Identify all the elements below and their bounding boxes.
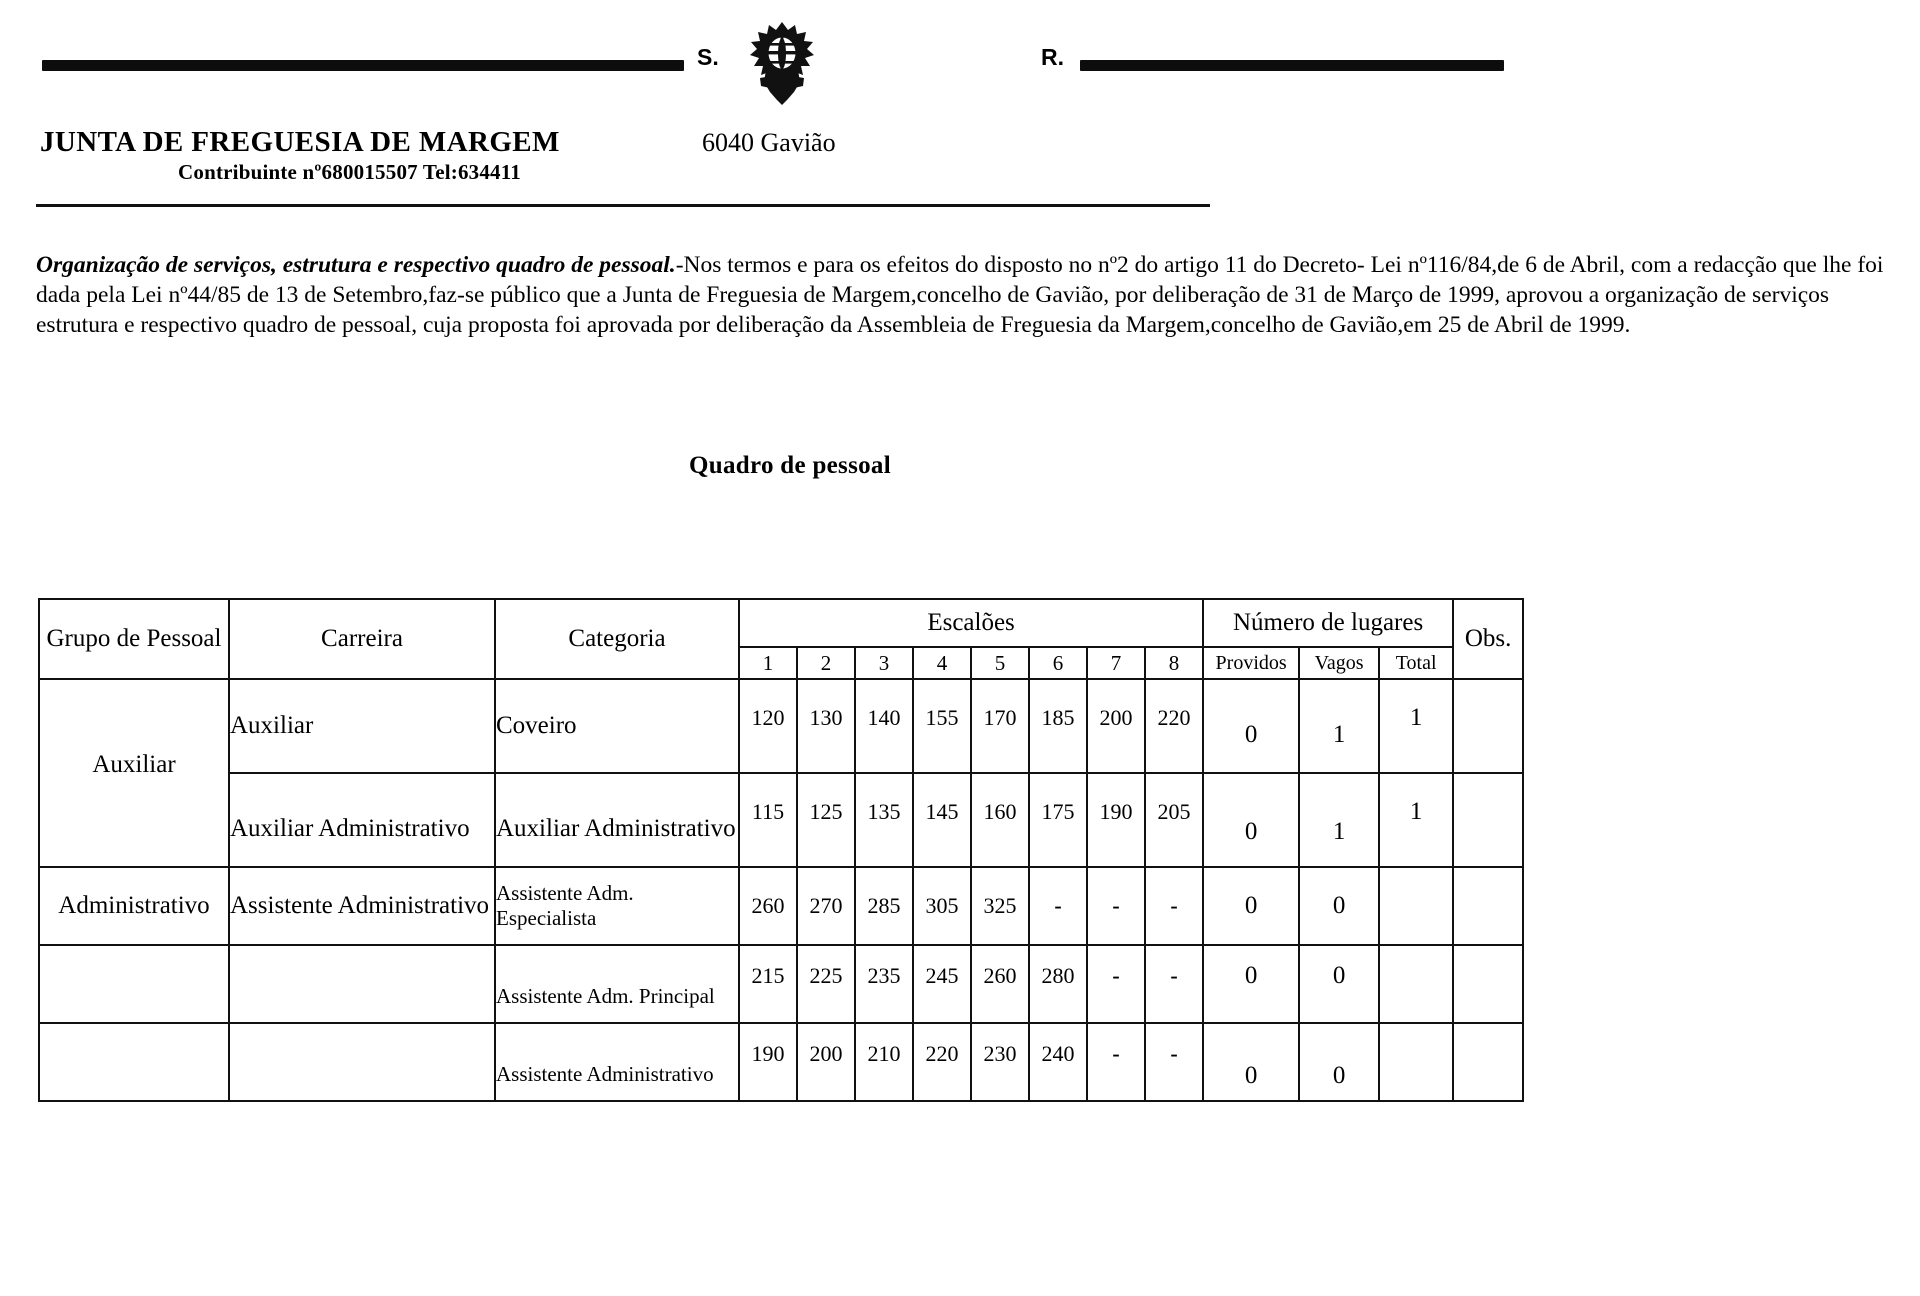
- cell-escalao-4: 145: [913, 773, 971, 867]
- col-header-grupo-de-pessoal: Grupo de Pessoal: [39, 599, 229, 679]
- postal-city: 6040 Gavião: [702, 128, 836, 157]
- cell-grupo: Administrativo: [39, 867, 229, 945]
- cell-escalao-7: -: [1087, 867, 1145, 945]
- masthead-r-mark: R.: [1041, 44, 1064, 70]
- col-header-escalao-5: 5: [971, 647, 1029, 679]
- cell-escalao-1: 215: [739, 945, 797, 1023]
- cell-vagos: 0: [1299, 1023, 1379, 1101]
- cell-grupo: [39, 945, 229, 1023]
- cell-escalao-5: 160: [971, 773, 1029, 867]
- col-header-escalao-3: 3: [855, 647, 913, 679]
- col-header-escaloes: Escalões: [739, 599, 1203, 647]
- cell-escalao-6: 185: [1029, 679, 1087, 773]
- cell-escalao-6: 175: [1029, 773, 1087, 867]
- cell-escalao-8: -: [1145, 867, 1203, 945]
- cell-obs: [1453, 679, 1523, 773]
- cell-escalao-8: -: [1145, 945, 1203, 1023]
- cell-carreira: Auxiliar Administrativo: [229, 773, 495, 867]
- cell-vagos: 1: [1299, 679, 1379, 773]
- table-body: [39, 679, 1523, 1101]
- cell-escalao-4: 155: [913, 679, 971, 773]
- notice-body-text: -Nos termos e para os efeitos do disposto no nº2 do artigo 11 do Decreto- Lei nº116/84,de 6 de Abril, com a redacção que lhe foi dada pela Lei nº44/85 de 13 de Setembro,faz-se público que a Junta de Freguesia de Margem,concelho de Gavião, por deliberação de 31 de Março de 1999, aprovou a organização de serviços estrutura e respectivo quadro de pessoal, cuja proposta foi aprovada por deliberação da Assembleia de Freguesia da Margem,concelho de Gavião,em 25 de Abril de 1999.: [36, 252, 1884, 338]
- table-row: [39, 679, 1523, 773]
- notice-lead-in: Organização de serviços, estrutura e respectivo quadro de pessoal.: [36, 252, 676, 278]
- cell-escalao-6: 280: [1029, 945, 1087, 1023]
- cell-escalao-2: 200: [797, 1023, 855, 1101]
- col-header-escalao-6: 6: [1029, 647, 1087, 679]
- cell-categoria: Auxiliar Administrativo: [495, 773, 739, 867]
- cell-escalao-3: 235: [855, 945, 913, 1023]
- cell-obs: [1453, 945, 1523, 1023]
- cell-escalao-1: 120: [739, 679, 797, 773]
- cell-vagos: 0: [1299, 867, 1379, 945]
- cell-escalao-4: 305: [913, 867, 971, 945]
- cell-escalao-5: 325: [971, 867, 1029, 945]
- cell-escalao-2: 270: [797, 867, 855, 945]
- cell-grupo: [39, 1023, 229, 1101]
- quadro-de-pessoal-table-wrapper: [38, 598, 1522, 1102]
- cell-categoria: Assistente Administrativo: [495, 1023, 739, 1101]
- cell-categoria: Assistente Adm. Principal: [495, 945, 739, 1023]
- cell-escalao-6: 240: [1029, 1023, 1087, 1101]
- cell-escalao-1: 190: [739, 1023, 797, 1101]
- cell-total: [1379, 945, 1453, 1023]
- table-header-row-main: [39, 599, 1523, 647]
- masthead-s-mark: S.: [697, 44, 719, 70]
- col-header-carreira: Carreira: [229, 599, 495, 679]
- cell-categoria: Assistente Adm. Especialista: [495, 867, 739, 945]
- masthead-rule-right: [1080, 60, 1504, 71]
- col-header-escalao-1: 1: [739, 647, 797, 679]
- cell-total: 1: [1379, 773, 1453, 867]
- cell-escalao-5: 230: [971, 1023, 1029, 1101]
- cell-carreira: Auxiliar: [229, 679, 495, 773]
- cell-escalao-8: 205: [1145, 773, 1203, 867]
- cell-escalao-2: 225: [797, 945, 855, 1023]
- masthead: [0, 0, 1920, 120]
- cell-providos: 0: [1203, 1023, 1299, 1101]
- table-title: Quadro de pessoal: [689, 452, 891, 479]
- contribuinte-tel-line: Contribuinte nº680015507 Tel:634411: [178, 160, 521, 184]
- cell-escalao-1: 260: [739, 867, 797, 945]
- organization-name: JUNTA DE FREGUESIA DE MARGEM: [40, 126, 560, 158]
- cell-total: [1379, 867, 1453, 945]
- cell-grupo: Auxiliar: [39, 679, 229, 867]
- cell-providos: 0: [1203, 867, 1299, 945]
- table-row: [39, 945, 1523, 1023]
- col-header-escalao-4: 4: [913, 647, 971, 679]
- cell-escalao-8: -: [1145, 1023, 1203, 1101]
- cell-escalao-2: 125: [797, 773, 855, 867]
- cell-escalao-7: 190: [1087, 773, 1145, 867]
- portuguese-coat-of-arms-seal-icon: [748, 20, 816, 110]
- col-header-obs: Obs.: [1453, 599, 1523, 679]
- cell-obs: [1453, 1023, 1523, 1101]
- cell-escalao-1: 115: [739, 773, 797, 867]
- cell-obs: [1453, 867, 1523, 945]
- cell-total: [1379, 1023, 1453, 1101]
- cell-escalao-3: 140: [855, 679, 913, 773]
- cell-escalao-8: 220: [1145, 679, 1203, 773]
- col-header-escalao-2: 2: [797, 647, 855, 679]
- col-header-escalao-8: 8: [1145, 647, 1203, 679]
- cell-vagos: 1: [1299, 773, 1379, 867]
- masthead-rule-left: [42, 60, 684, 71]
- cell-providos: 0: [1203, 679, 1299, 773]
- letterhead-divider: [36, 204, 1210, 207]
- cell-vagos: 0: [1299, 945, 1379, 1023]
- cell-escalao-4: 245: [913, 945, 971, 1023]
- col-header-vagos: Vagos: [1299, 647, 1379, 679]
- col-header-providos: Providos: [1203, 647, 1299, 679]
- table-row: [39, 1023, 1523, 1101]
- cell-providos: 0: [1203, 945, 1299, 1023]
- cell-escalao-7: -: [1087, 1023, 1145, 1101]
- cell-escalao-6: -: [1029, 867, 1087, 945]
- cell-escalao-3: 210: [855, 1023, 913, 1101]
- col-header-total: Total: [1379, 647, 1453, 679]
- cell-escalao-2: 130: [797, 679, 855, 773]
- notice-paragraph: [36, 250, 1892, 340]
- cell-providos: 0: [1203, 773, 1299, 867]
- col-header-numero-de-lugares: Número de lugares: [1203, 599, 1453, 647]
- cell-carreira: [229, 1023, 495, 1101]
- cell-carreira: [229, 945, 495, 1023]
- table-row: [39, 773, 1523, 867]
- col-header-escalao-7: 7: [1087, 647, 1145, 679]
- cell-carreira: Assistente Administrativo: [229, 867, 495, 945]
- cell-escalao-3: 285: [855, 867, 913, 945]
- cell-obs: [1453, 773, 1523, 867]
- cell-escalao-7: -: [1087, 945, 1145, 1023]
- table-row: [39, 867, 1523, 945]
- cell-categoria: Coveiro: [495, 679, 739, 773]
- quadro-de-pessoal-table: [38, 598, 1524, 1102]
- table-head: [39, 599, 1523, 679]
- cell-escalao-4: 220: [913, 1023, 971, 1101]
- cell-escalao-5: 260: [971, 945, 1029, 1023]
- cell-escalao-5: 170: [971, 679, 1029, 773]
- cell-escalao-7: 200: [1087, 679, 1145, 773]
- cell-total: 1: [1379, 679, 1453, 773]
- cell-escalao-3: 135: [855, 773, 913, 867]
- col-header-categoria: Categoria: [495, 599, 739, 679]
